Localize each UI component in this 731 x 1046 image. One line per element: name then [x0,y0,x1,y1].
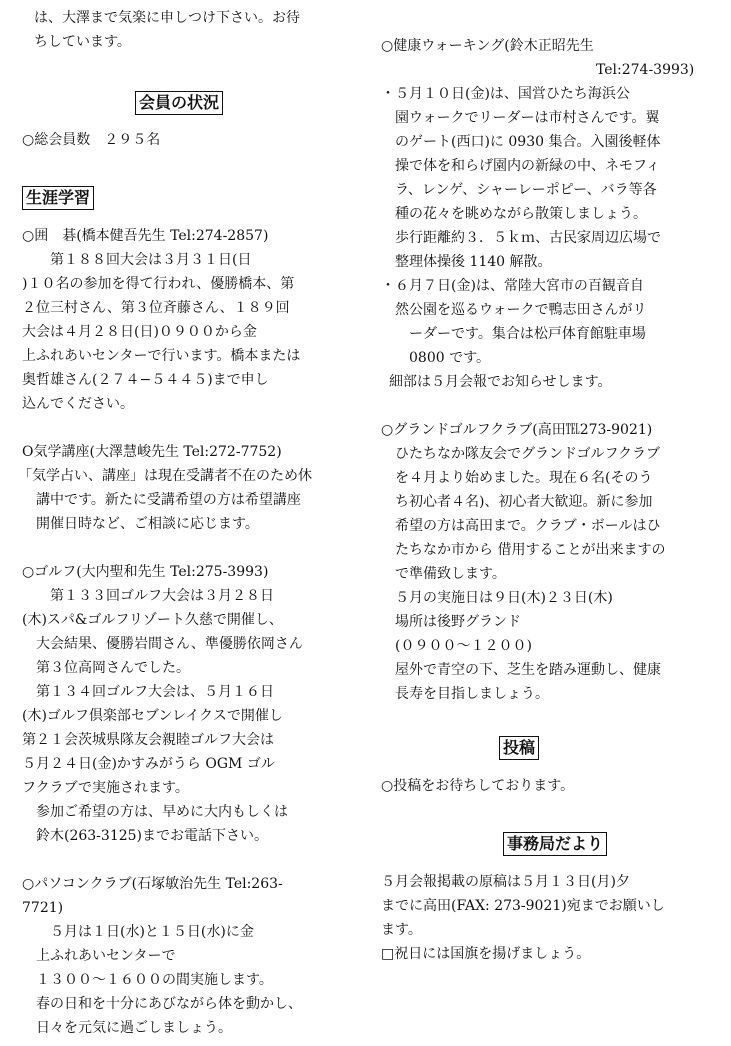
golf-line: 大会結果、優勝岩間さん、準優勝依岡さん [36,636,303,652]
go-line: 第１８８回大会は３月３１日(日 [36,252,252,268]
golf-line: 第３位高岡さんでした。 [36,660,190,676]
pc-line: 7721) [22,900,64,916]
ground-golf-line: たちなか市から 借用することが出来ますの [395,542,666,558]
ground-golf-line: ５月の実施日は９日(木)２３日(木) [395,590,613,606]
golf-line: 鈴木(263-3125)までお電話下さい。 [36,828,269,844]
contribution-heading: 投稿 [499,736,539,760]
office-heading: 事務局だより [503,832,607,856]
ground-golf-line: 場所は後野グランド [395,614,521,630]
ground-golf-line: で準備致します。 [395,566,506,582]
golf-line: 第１３４回ゴルフ大会は、５月１６日 [36,684,274,700]
walking-line: ・５月１０日(金)は、国営ひたち海浜公 [381,86,630,102]
go-line: 大会は４月２８日(日)０９００から金 [22,324,257,340]
walking-line: 細部は５月会報でお知らせします。 [389,374,612,390]
walking-line: のゲート(西口)に 0930 集合。入園後軽体 [395,134,661,150]
go-line: ２位三村さん、第３位斉藤さん、１８９回 [22,300,290,316]
golf-title: ○ゴルフ(大内聖和先生 Tel:275-3993) [22,564,269,580]
kigaku-title: O気学講座(大澤慧峻先生 Tel:272-7752) [22,444,282,460]
go-line: 込んでください。 [22,396,134,412]
intro-line: は、大澤まで気楽に申しつけ下さい。お待 [34,10,300,26]
pc-line: １３００～１６００の間実施します。 [36,972,273,988]
golf-line: 第１３３回ゴルフ大会は３月２８日 [36,588,274,604]
go-line: 奥哲雄さん(２７４−５４４５)まで申し [22,372,269,388]
lifelong-heading: 生涯学習 [22,186,94,210]
golf-line: 参加ご希望の方は、早めに大内もしくは [36,804,288,820]
kigaku-line: 「気学占い、講座」は現在受講者不在のため休 [18,468,312,484]
office-line: までに高田(FAX: 273-9021)宛までお願いし [381,898,665,914]
golf-line: (木)スパ&ゴルフリゾート久慈で開催し、 [22,612,283,628]
walking-line: 歩行距離約３．５ｋｍ、古民家周辺広場で [395,230,661,246]
pc-title: ○パソコンクラブ(石塚敏治先生 Tel:263- [22,876,283,892]
golf-line: (木)ゴルフ倶楽部セブンレイクスで開催し [22,708,283,724]
ground-golf-line: 長寿を目指しましょう。 [395,686,549,702]
kigaku-line: 講中です。新たに受講希望の方は希望講座 [36,492,301,508]
ground-golf-line: 希望の方は高田まで。クラブ・ボールはひ [395,518,661,534]
walking-line: ーダーです。集合は松戸体育館駐車場 [409,326,646,342]
walking-line: 0800 です。 [409,350,490,366]
go-line: 上ふれあいセンターで行います。橋本または [22,348,301,364]
ground-golf-title: ○グランドゴルフクラブ(高田℡273-9021) [381,422,653,438]
office-line: ５月会報掲載の原稿は５月１３日(月)夕 [381,874,630,890]
pc-line: 春の日和を十分にあびながら体を動かし、 [36,996,302,1012]
walking-tel: Tel:274-3993) [596,62,695,78]
walking-line: 園ウォークでリーダーは市村さんです。翼 [395,110,660,126]
walking-line: ラ、レンゲ、シャーレーポピー、バラ等各 [395,182,657,198]
ground-golf-line: ち初心者４名)、初心者大歓迎。新に参加 [395,494,653,510]
pc-line: ５月は１日(水)と１５日(水)に金 [36,924,254,940]
pc-line: 上ふれあいセンターで [36,948,176,964]
ground-golf-line: 屋外で青空の下、芝生を踏み運動し、健康 [395,662,661,678]
go-title: ○囲 碁(橋本健吾先生 Tel:274-2857) [22,228,269,244]
office-line: ます。 [381,922,422,938]
golf-line: フクラブで実施されます。 [22,780,189,796]
intro-line: ちしています。 [34,34,131,50]
kigaku-line: 開催日時など、ご相談に応じます。 [36,516,259,532]
walking-line: 種の花々を眺めながら散策しましょう。 [395,206,647,222]
golf-line: ５月２４日(金)かすみがうら OGM ゴル [22,756,275,772]
go-line: )１０名の参加を得て行われ、優勝橋本、第 [22,276,295,292]
walking-title: ○健康ウォーキング(鈴木正昭先生 [381,38,594,54]
walking-line: ・６月７日(金)は、常陸大宮市の百観音自 [381,278,644,294]
walking-line: 整理体操後 1140 解散。 [395,254,552,270]
ground-golf-line: ひたちなか隊友会でグランドゴルフクラブ [395,446,661,462]
members-heading: 会員の状況 [135,91,223,115]
pc-line: 日々を元気に過ごしましょう。 [36,1020,232,1036]
walking-line: 然公園を巡るウォークで鴨志田さんがリ [395,302,647,318]
golf-line: 第２１会茨城県隊友会親睦ゴルフ大会は [22,732,274,748]
walking-line: 操で体を和らげ園内の新緑の中、ネモフィ [395,158,660,174]
member-count: ○総会員数 ２９５名 [22,132,161,148]
ground-golf-line: を４月より始めました。現在６名(そのう [395,470,653,486]
ground-golf-line: (０９００～１２００) [395,638,532,654]
office-line: □祝日には国旗を揚げましょう。 [381,946,591,962]
contribution-text: ○投稿をお待ちしております。 [381,778,575,794]
